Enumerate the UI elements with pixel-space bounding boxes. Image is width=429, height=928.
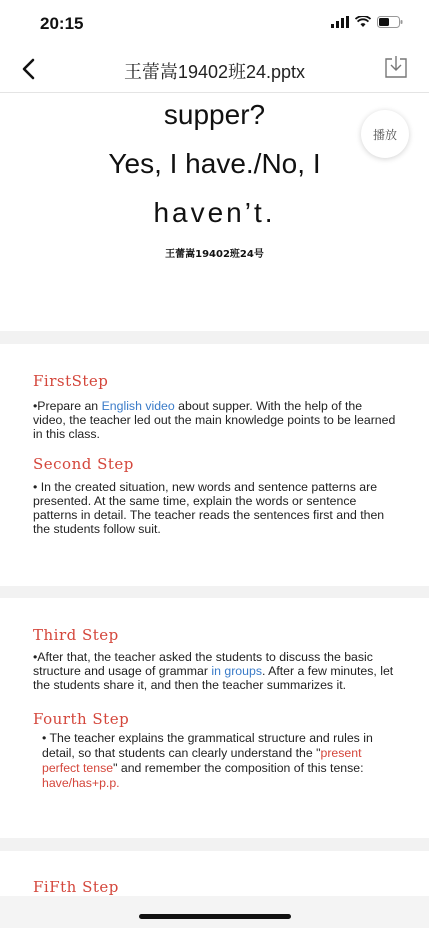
back-arrow-icon	[21, 58, 35, 80]
step-text-part: • The teacher explains the grammatical structure and rules in detail, so that students can clearly understand the "	[42, 731, 373, 760]
slide-2	[0, 344, 429, 586]
highlight-present-perfect: present perfect tense	[42, 746, 362, 775]
download-icon	[383, 54, 409, 80]
step-text-second: • In the created situation, new words and sentence patterns are presented. At the same time, explain the words or sentence patterns in detail. The teacher reads the sentences first and then the students follow suit.	[33, 480, 385, 536]
play-button[interactable]: 播放	[361, 110, 409, 158]
step-title-fifth: FiFth Step	[33, 878, 119, 896]
status-bar	[0, 0, 429, 46]
signal-icon	[331, 16, 349, 28]
back-button[interactable]	[14, 54, 42, 84]
highlight-english-video: English video	[101, 399, 175, 413]
step-title-second: Second Step	[33, 455, 134, 473]
step-text-part: about supper. With the help of the video, the teacher led out the main knowledge points to be learned in this class.	[33, 399, 396, 441]
step-text-first	[33, 399, 397, 441]
step-text-part: •After that, the teacher asked the students to discuss the basic structure and usage of grammar	[33, 650, 373, 678]
slide-3	[0, 598, 429, 838]
document-title: 王蕾嵩19402班24.pptx	[123, 62, 306, 82]
step-title-third: Third Step	[33, 626, 119, 644]
home-indicator[interactable]	[139, 914, 291, 919]
step-text-part: •Prepare an	[33, 399, 102, 413]
download-button[interactable]	[383, 54, 413, 84]
nav-bar	[0, 46, 429, 93]
home-bar	[0, 896, 429, 928]
highlight-have-has: have/has+p.p.	[42, 776, 120, 790]
step-title-fourth: Fourth Step	[33, 710, 130, 728]
step-text-part: " and remember the composition of this tense:	[113, 761, 364, 775]
step-text-part: . After a few minutes, let the students share it, and then the teacher summarizes it.	[33, 664, 394, 692]
step-text-third	[33, 650, 397, 692]
highlight-in-groups: in groups	[211, 664, 262, 678]
step-text-fourth	[42, 731, 397, 791]
battery-icon	[377, 16, 403, 28]
status-time: 20:15	[40, 14, 84, 33]
status-icons	[331, 16, 403, 28]
slide-text-line-2: Yes, I have./No, I	[108, 148, 321, 179]
step-title-first: FirstStep	[33, 372, 109, 390]
slide-text-line-1: supper?	[163, 99, 266, 130]
wifi-icon	[355, 16, 371, 28]
slide-signature: 王蕾嵩19402班24号	[165, 249, 264, 260]
slide-4	[0, 851, 429, 896]
slide-text-line-3: haven’t.	[153, 197, 276, 228]
